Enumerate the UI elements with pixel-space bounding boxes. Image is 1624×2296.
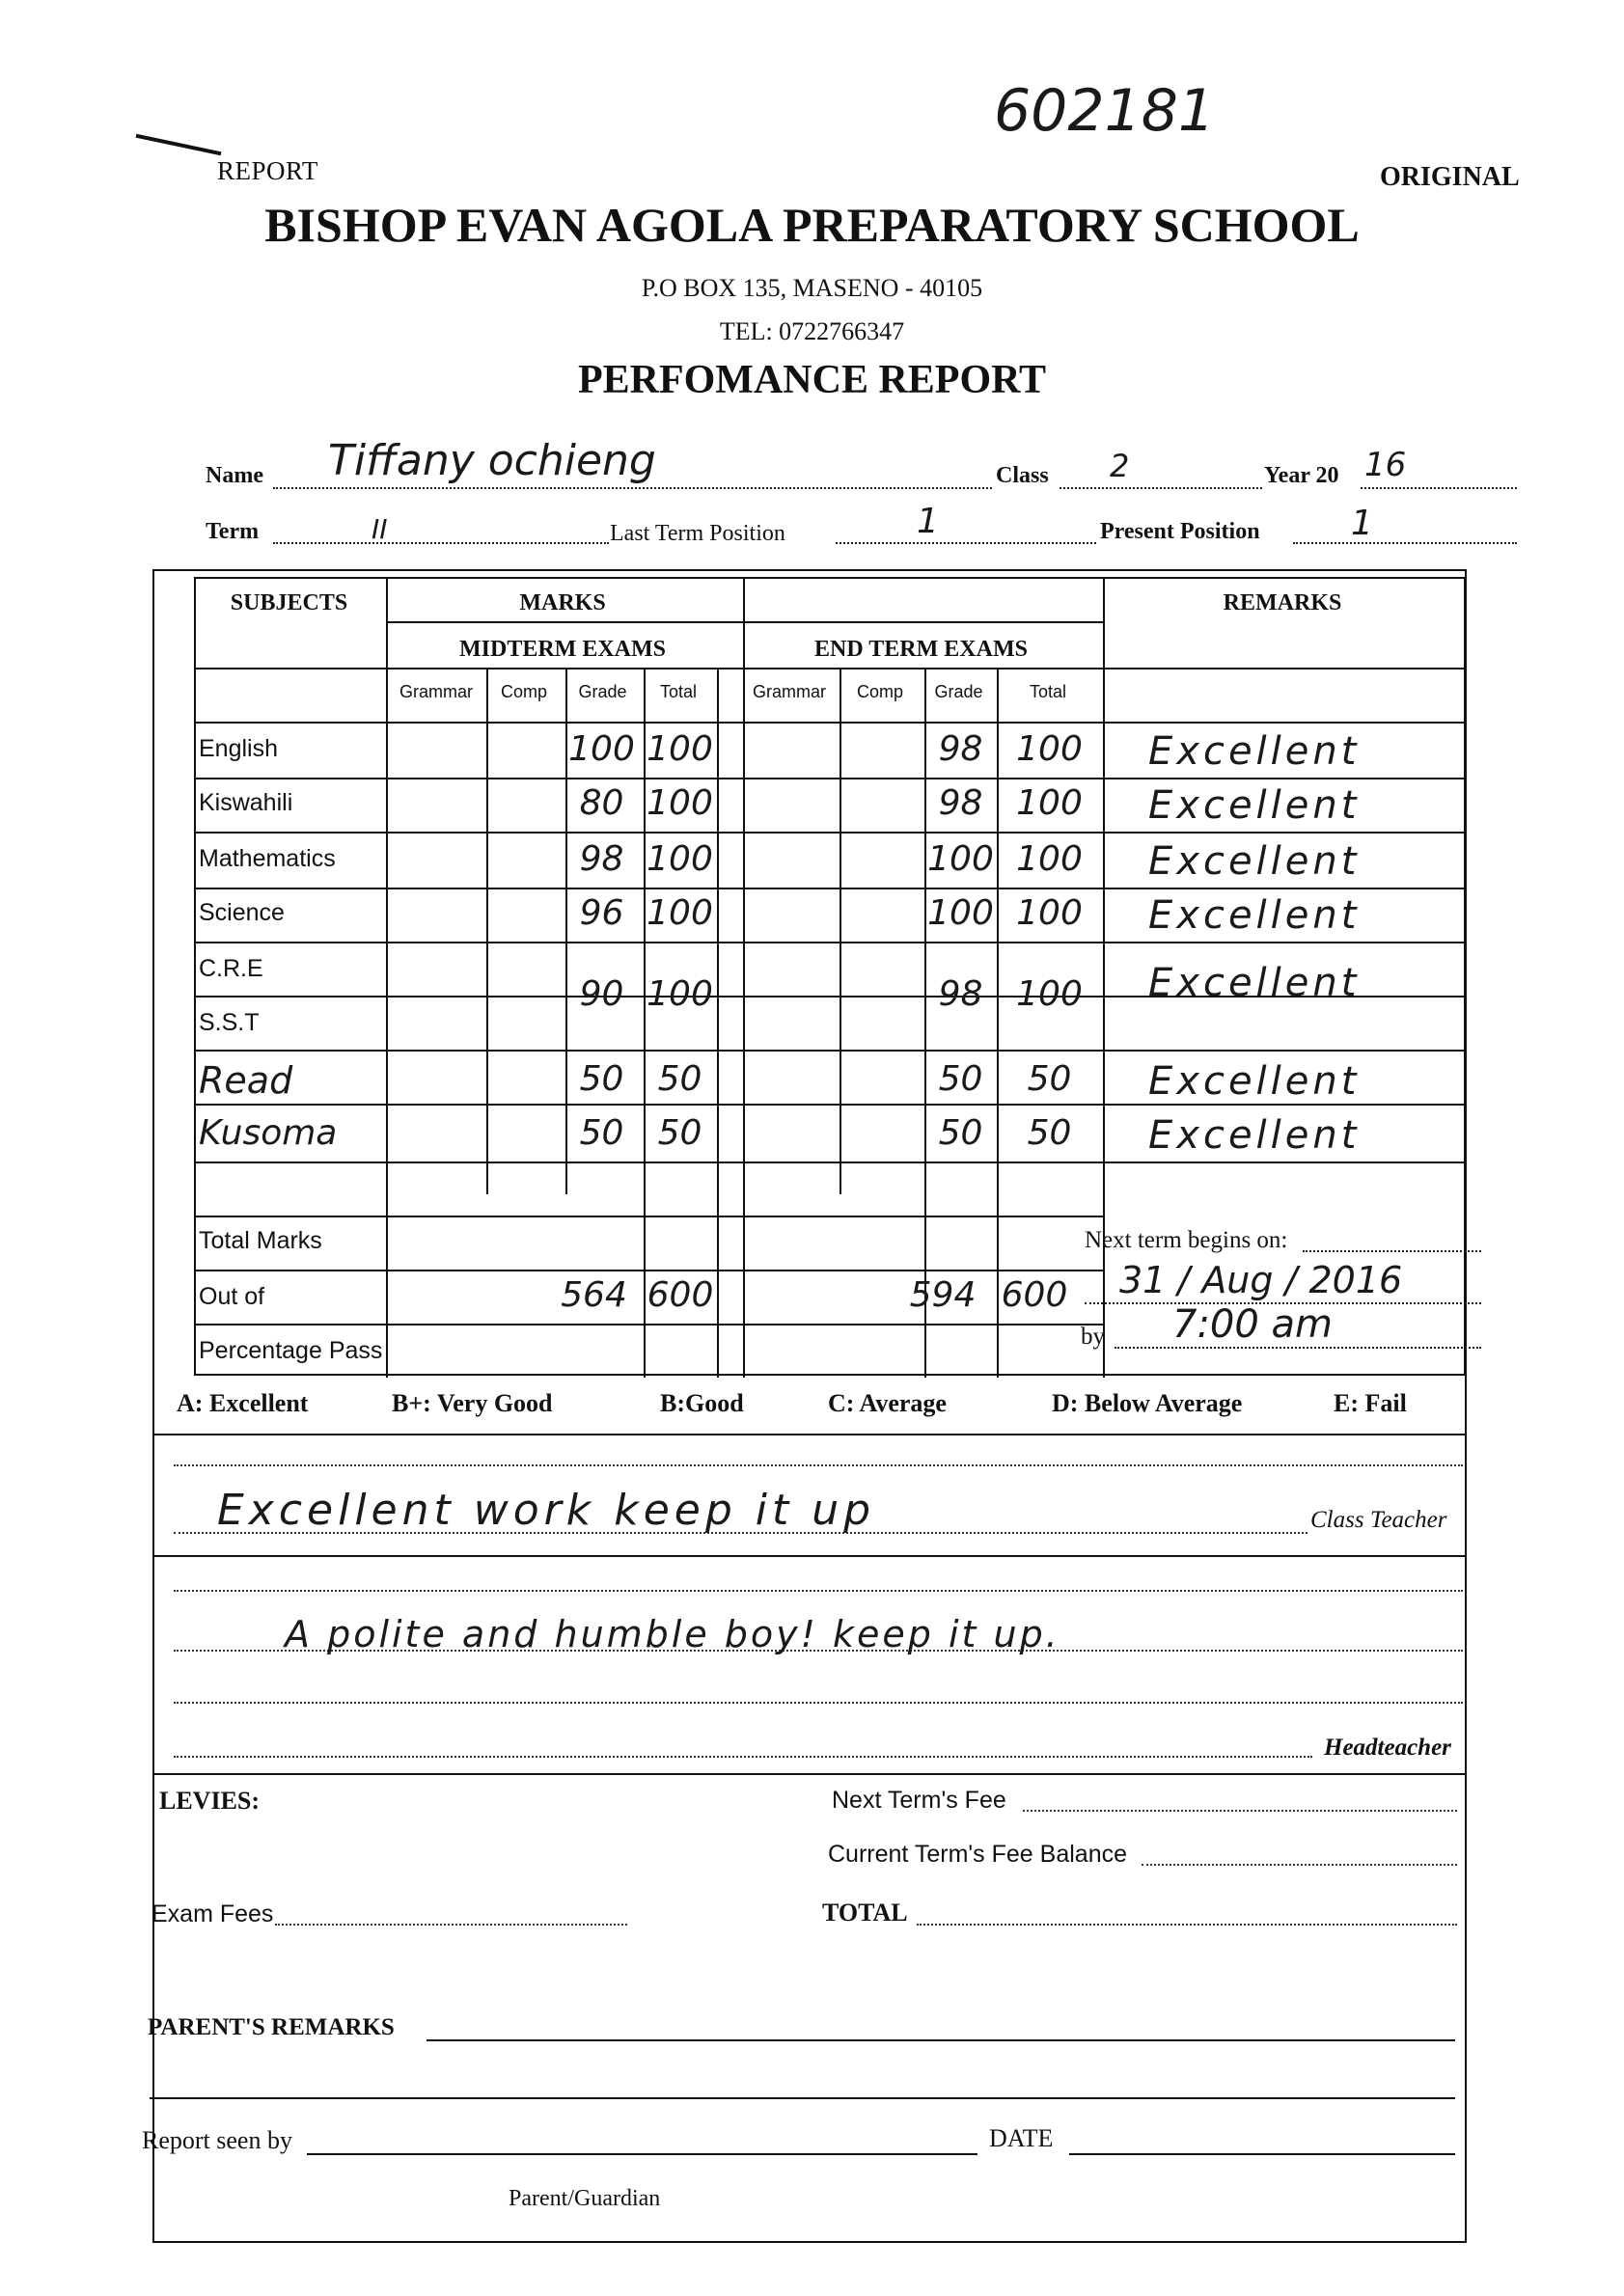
col-comp-mid: Comp bbox=[500, 682, 547, 701]
mark-cell: 50 bbox=[938, 1113, 983, 1153]
remark-cre: Excellent bbox=[1148, 961, 1361, 1005]
total-marks-label: Total Marks bbox=[199, 1227, 322, 1254]
exam-fees-label: Exam Fees bbox=[151, 1900, 274, 1927]
mark-cell: 100 bbox=[647, 729, 713, 769]
next-term-date[interactable]: 31 / Aug / 2016 bbox=[1119, 1259, 1403, 1301]
comment-line bbox=[174, 1702, 1463, 1704]
col-grammar-mid: Grammar bbox=[399, 682, 473, 701]
subject-cre: C.R.E bbox=[199, 955, 263, 982]
mid-out-of: 600 bbox=[647, 1275, 714, 1315]
col-total-end: Total bbox=[1029, 682, 1067, 701]
serial-number: 602181 bbox=[994, 77, 1216, 145]
subject-kiswahili: Kiswahili bbox=[199, 789, 293, 816]
page-title: PERFOMANCE REPORT bbox=[577, 358, 1046, 402]
next-fee-label: Next Term's Fee bbox=[832, 1787, 1006, 1814]
end-out-of: 600 bbox=[1001, 1275, 1068, 1315]
grade-key-e: E: Fail bbox=[1334, 1389, 1407, 1417]
divider bbox=[154, 1555, 1465, 1557]
col-comp-end: Comp bbox=[856, 682, 903, 701]
mark-cell: 100 bbox=[647, 893, 713, 933]
parent-guardian-label: Parent/Guardian bbox=[509, 2186, 661, 2211]
subject-english: English bbox=[199, 735, 278, 762]
mid-sum: 564 bbox=[561, 1275, 627, 1315]
col-grade-mid: Grade bbox=[578, 682, 627, 701]
year-label: Year 20 bbox=[1264, 463, 1339, 488]
term-value[interactable]: II bbox=[372, 513, 388, 545]
school-name: BISHOP EVAN AGOLA PREPARATORY SCHOOL bbox=[264, 198, 1360, 252]
col-total-mid: Total bbox=[659, 682, 698, 701]
mark-cell: 100 bbox=[1016, 839, 1083, 879]
mark-cell: 50 bbox=[657, 1113, 702, 1153]
comment-line bbox=[174, 1464, 1463, 1466]
mark-cell: 80 bbox=[579, 783, 624, 823]
present-position-label: Present Position bbox=[1100, 519, 1260, 544]
grade-key-c: C: Average bbox=[828, 1389, 947, 1417]
class-teacher-comment[interactable]: Excellent work keep it up bbox=[217, 1486, 876, 1535]
mark-cell: 100 bbox=[647, 839, 713, 879]
subject-mathematics: Mathematics bbox=[199, 845, 336, 872]
next-fee-line bbox=[1023, 1810, 1457, 1812]
last-position-value[interactable]: 1 bbox=[917, 502, 939, 541]
year-value[interactable]: 16 bbox=[1364, 446, 1407, 484]
margin-mark bbox=[136, 134, 222, 156]
mark-cell: 100 bbox=[1016, 729, 1083, 769]
comment-line bbox=[174, 1590, 1463, 1592]
original-label: ORIGINAL bbox=[1380, 162, 1520, 192]
term-label: Term bbox=[206, 519, 260, 544]
next-term-line bbox=[1303, 1250, 1481, 1252]
parent-remarks-label: PARENT'S REMARKS bbox=[148, 2014, 395, 2040]
by-line bbox=[1115, 1347, 1481, 1349]
by-time[interactable]: 7:00 am bbox=[1172, 1302, 1334, 1347]
report-label: REPORT bbox=[217, 156, 318, 185]
remark-mathematics: Excellent bbox=[1148, 839, 1361, 884]
present-position-line bbox=[1293, 542, 1517, 544]
end-sum: 594 bbox=[909, 1275, 977, 1315]
year-line bbox=[1361, 487, 1517, 489]
exam-fees-line bbox=[275, 1924, 627, 1926]
next-term-label: Next term begins on: bbox=[1085, 1227, 1288, 1253]
mark-cell: 98 bbox=[938, 729, 983, 769]
date-label: DATE bbox=[989, 2124, 1054, 2152]
mark-cell: 50 bbox=[657, 1059, 702, 1099]
seen-by-line[interactable] bbox=[307, 2153, 977, 2155]
parent-remarks-line[interactable] bbox=[427, 2039, 1455, 2041]
divider bbox=[154, 1434, 1465, 1435]
term-line bbox=[273, 542, 609, 544]
mark-cell: 100 bbox=[647, 783, 713, 823]
mark-cell: 100 bbox=[1016, 893, 1083, 933]
mark-cell: 100 bbox=[1016, 783, 1083, 823]
student-name[interactable]: Tiffany ochieng bbox=[328, 436, 656, 485]
subject-kusoma: Kusoma bbox=[199, 1113, 338, 1153]
comment-line bbox=[174, 1756, 1312, 1758]
mark-cell: 50 bbox=[1027, 1059, 1072, 1099]
grade-key-bplus: B+: Very Good bbox=[392, 1389, 553, 1417]
mark-cell-combined: 100 bbox=[1016, 974, 1083, 1014]
percentage-label: Percentage Pass bbox=[199, 1337, 383, 1364]
out-of-label: Out of bbox=[199, 1283, 265, 1310]
subject-sst: S.S.T bbox=[199, 1009, 260, 1036]
fee-balance-line bbox=[1142, 1864, 1457, 1866]
divider bbox=[154, 1773, 1465, 1775]
total-line bbox=[917, 1924, 1457, 1926]
fee-balance-label: Current Term's Fee Balance bbox=[828, 1841, 1127, 1868]
col-grade-end: Grade bbox=[934, 682, 983, 701]
marks-header: MARKS bbox=[519, 590, 606, 615]
headteacher-label: Headteacher bbox=[1324, 1735, 1451, 1761]
mark-cell-combined: 100 bbox=[647, 974, 713, 1014]
school-tel: TEL: 0722766347 bbox=[719, 317, 905, 345]
mark-cell: 50 bbox=[1027, 1113, 1072, 1153]
report-seen-by-label: Report seen by bbox=[142, 2126, 292, 2154]
last-position-label: Last Term Position bbox=[610, 521, 785, 546]
remark-read: Excellent bbox=[1148, 1059, 1361, 1104]
mark-cell: 96 bbox=[579, 893, 624, 933]
class-label: Class bbox=[996, 463, 1049, 488]
class-teacher-label: Class Teacher bbox=[1310, 1507, 1447, 1533]
mark-cell-combined: 90 bbox=[579, 974, 624, 1014]
mark-cell: 50 bbox=[579, 1059, 624, 1099]
remark-english: Excellent bbox=[1148, 729, 1361, 774]
mark-cell: 100 bbox=[927, 839, 994, 879]
grade-key-d: D: Below Average bbox=[1052, 1389, 1243, 1417]
grade-key-a: A: Excellent bbox=[177, 1389, 309, 1417]
mark-cell: 50 bbox=[579, 1113, 624, 1153]
midterm-header: MIDTERM EXAMS bbox=[459, 637, 666, 662]
mark-cell: 98 bbox=[579, 839, 624, 879]
name-label: Name bbox=[206, 463, 263, 488]
levies-label: LEVIES: bbox=[159, 1787, 261, 1815]
last-position-line bbox=[836, 542, 1096, 544]
class-value[interactable]: 2 bbox=[1110, 448, 1130, 484]
remark-science: Excellent bbox=[1148, 893, 1361, 938]
total-label: TOTAL bbox=[822, 1899, 908, 1927]
mark-cell-combined: 98 bbox=[938, 974, 983, 1014]
endterm-header: END TERM EXAMS bbox=[814, 637, 1028, 662]
by-label: by bbox=[1081, 1324, 1105, 1350]
date-line[interactable] bbox=[1069, 2153, 1455, 2155]
class-line bbox=[1060, 487, 1262, 489]
name-line bbox=[273, 487, 992, 489]
remarks-header: REMARKS bbox=[1223, 590, 1342, 615]
headteacher-comment[interactable]: A polite and humble boy! keep it up. bbox=[285, 1613, 1060, 1655]
mark-cell: 100 bbox=[568, 729, 635, 769]
parent-remarks-line[interactable] bbox=[150, 2097, 1455, 2099]
school-address: P.O BOX 135, MASENO - 40105 bbox=[641, 274, 983, 302]
subject-read: Read bbox=[199, 1059, 293, 1102]
mark-cell: 98 bbox=[938, 783, 983, 823]
grade-key-b: B:Good bbox=[660, 1389, 744, 1417]
present-position-value[interactable]: 1 bbox=[1351, 504, 1373, 543]
col-grammar-end: Grammar bbox=[753, 682, 826, 701]
remark-kiswahili: Excellent bbox=[1148, 783, 1361, 828]
mark-cell: 50 bbox=[938, 1059, 983, 1099]
subjects-header: SUBJECTS bbox=[230, 590, 348, 615]
remark-kusoma: Excellent bbox=[1148, 1113, 1361, 1158]
mark-cell: 100 bbox=[927, 893, 994, 933]
subject-science: Science bbox=[199, 899, 285, 926]
